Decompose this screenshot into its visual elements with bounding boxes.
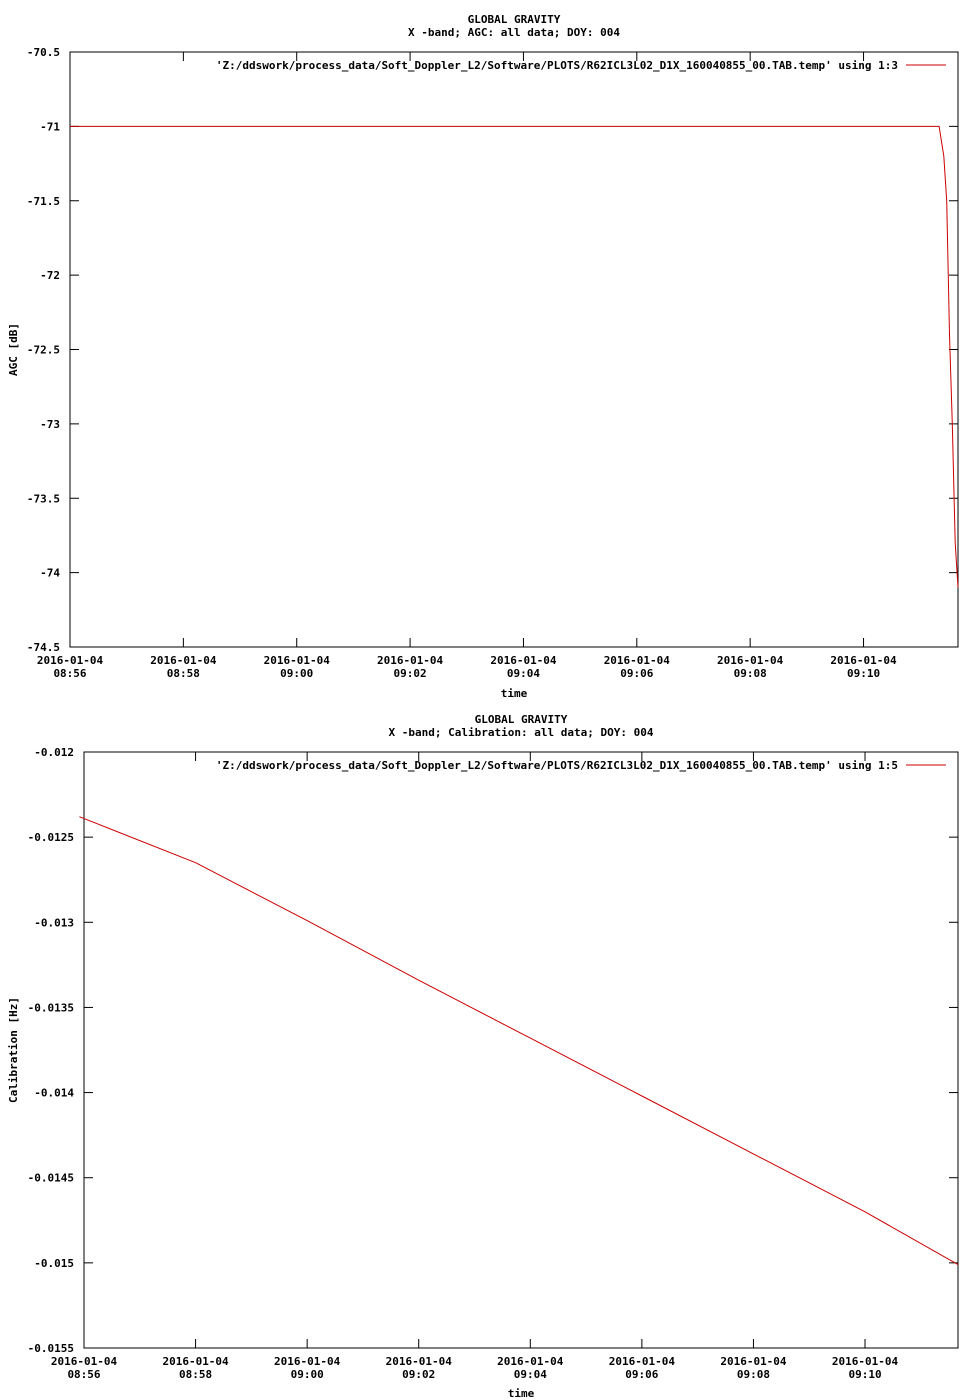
chart-subtitle: X -band; AGC: all data; DOY: 004 (408, 26, 620, 39)
y-tick-label: -0.012 (34, 746, 74, 759)
x-tick-label-time: 08:56 (53, 667, 87, 680)
x-tick-label-time: 09:02 (402, 1368, 436, 1381)
y-tick-label: -0.0155 (27, 1342, 74, 1355)
x-tick-label-time: 08:56 (67, 1368, 101, 1381)
x-tick-label-date: 2016-01-04 (150, 654, 217, 667)
plot-frame (70, 52, 958, 647)
y-tick-label: -74 (40, 566, 60, 580)
y-tick-label: -74.5 (26, 641, 60, 654)
legend-label: 'Z:/ddswork/process_data/Soft_Doppler_L2/Software/PLOTS/R62ICL3L02_D1X_160040855_00.TAB.temp' using 1:5 (215, 759, 898, 772)
x-tick-label-date: 2016-01-04 (603, 654, 670, 667)
y-tick-label: -71.5 (26, 194, 60, 208)
y-tick-label: -0.0135 (27, 1001, 74, 1015)
x-tick-label-time: 09:04 (506, 667, 541, 680)
x-tick-label-date: 2016-01-04 (717, 654, 784, 667)
x-tick-label-date: 2016-01-04 (608, 1355, 675, 1368)
x-tick-label-date: 2016-01-04 (50, 1355, 118, 1368)
x-tick-label-date: 2016-01-04 (376, 654, 444, 667)
y-tick-label: -0.0145 (27, 1171, 74, 1185)
chart-2 (7, 713, 958, 1400)
x-tick-label-time: 09:06 (620, 667, 654, 680)
chart-title: GLOBAL GRAVITY (474, 713, 568, 726)
x-tick-label-time: 09:06 (625, 1368, 659, 1381)
x-tick-label-time: 09:10 (848, 1368, 882, 1381)
x-tick-label-date: 2016-01-04 (385, 1355, 452, 1368)
y-tick-label: -70.5 (26, 46, 60, 59)
chart-title: GLOBAL GRAVITY (467, 13, 561, 26)
x-tick-label-time: 09:10 (846, 667, 881, 680)
y-tick-label: -0.014 (34, 1086, 74, 1100)
y-tick-label: -72.5 (26, 343, 60, 357)
y-tick-label: -73.5 (26, 492, 60, 506)
x-tick-label-date: 2016-01-04 (274, 1355, 341, 1368)
plot-frame (84, 752, 958, 1348)
y-tick-label: -0.013 (34, 916, 74, 930)
x-tick-label-date: 2016-01-04 (36, 654, 104, 667)
x-tick-label-time: 09:04 (513, 1368, 547, 1381)
series-line (70, 126, 958, 587)
y-tick-label: -0.0125 (27, 831, 74, 845)
x-axis-label: time (507, 1387, 535, 1400)
x-tick-label-time: 09:00 (290, 1368, 324, 1381)
x-tick-label-date: 2016-01-04 (162, 1355, 229, 1368)
x-tick-label-time: 08:58 (179, 1368, 213, 1381)
x-tick-label-time: 09:08 (733, 667, 767, 680)
x-tick-label-date: 2016-01-04 (830, 654, 897, 667)
y-tick-label: -73 (40, 417, 60, 431)
x-tick-label-time: 09:02 (393, 667, 427, 680)
y-tick-label: -72 (40, 269, 60, 283)
x-tick-label-date: 2016-01-04 (263, 654, 330, 667)
x-tick-label-date: 2016-01-04 (490, 654, 557, 667)
series-line (79, 817, 958, 1265)
y-tick-label: -0.015 (34, 1256, 74, 1270)
x-tick-label-time: 09:00 (280, 667, 314, 680)
x-tick-label-date: 2016-01-04 (497, 1355, 564, 1368)
chart-subtitle: X -band; Calibration: all data; DOY: 004 (388, 726, 654, 739)
y-axis-label: Calibration [Hz] (7, 997, 20, 1103)
x-axis-label: time (500, 687, 528, 700)
x-tick-label-date: 2016-01-04 (831, 1355, 899, 1368)
x-tick-label-date: 2016-01-04 (720, 1355, 787, 1368)
x-tick-label-time: 09:08 (736, 1368, 771, 1381)
y-axis-label: AGC [dB] (7, 323, 20, 376)
chart-1 (7, 13, 958, 700)
y-tick-label: -71 (40, 120, 60, 134)
x-tick-label-time: 08:58 (166, 667, 200, 680)
legend-label: 'Z:/ddswork/process_data/Soft_Doppler_L2/Software/PLOTS/R62ICL3L02_D1X_160040855_00.TAB.temp' using 1:3 (215, 59, 898, 72)
